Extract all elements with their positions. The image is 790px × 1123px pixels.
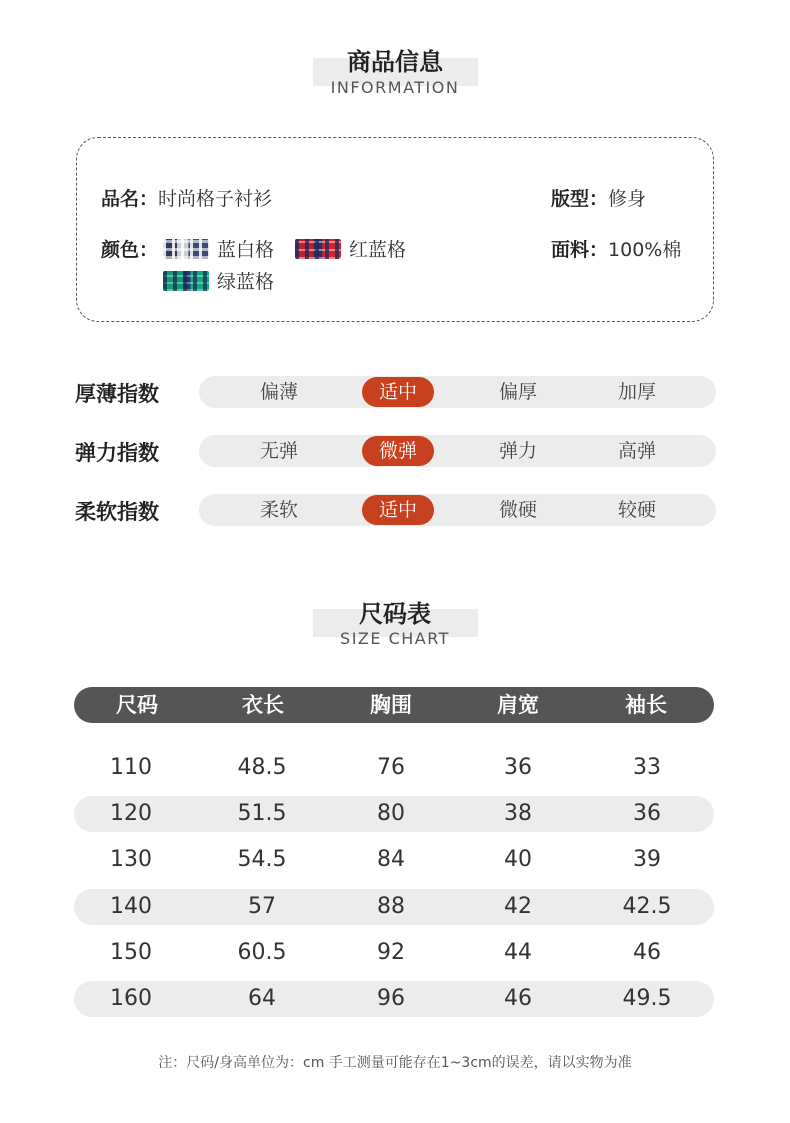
table-row (74, 935, 714, 971)
table-cell: 130 (110, 847, 152, 872)
fabric-row (551, 235, 681, 262)
column-header: 袖长 (625, 693, 667, 717)
table-cell: 36 (633, 801, 661, 826)
table-cell: 33 (633, 755, 661, 780)
table-cell: 84 (377, 847, 405, 872)
table-cell: 54.5 (237, 847, 287, 872)
table-cell: 49.5 (622, 986, 672, 1011)
column-header: 衣长 (242, 693, 284, 717)
index-option: 柔软 (259, 499, 298, 521)
section-title: 尺码表 (359, 600, 431, 628)
table-cell: 150 (110, 940, 152, 965)
index-label: 柔软指数 (75, 500, 159, 524)
section-subtitle: SIZE CHART (340, 629, 450, 648)
size-chart-header (0, 592, 790, 662)
table-row (74, 750, 714, 786)
table-cell: 46 (633, 940, 661, 965)
blue-white-plaid-swatch (163, 239, 209, 259)
index-label: 弹力指数 (75, 441, 159, 465)
table-cell: 64 (248, 986, 276, 1011)
index-option-selected: 适中 (362, 377, 434, 407)
index-option: 偏薄 (259, 381, 298, 403)
table-cell: 96 (377, 986, 405, 1011)
index-track (199, 494, 716, 526)
index-track (199, 435, 716, 467)
index-option: 微硬 (498, 499, 537, 521)
table-cell: 48.5 (237, 755, 287, 780)
table-cell: 60.5 (237, 940, 287, 965)
fit-row (551, 184, 646, 211)
fit-label: 版型： (551, 188, 609, 210)
table-cell: 39 (633, 847, 661, 872)
section-title: 商品信息 (347, 48, 443, 76)
table-cell: 38 (504, 801, 532, 826)
index-option: 高弹 (617, 440, 656, 462)
product-name-row (101, 184, 272, 211)
table-cell: 42 (504, 894, 532, 919)
color-option-label: 蓝白格 (217, 239, 275, 261)
index-option-selected: 适中 (362, 495, 434, 525)
color-label: 颜色： (101, 239, 159, 261)
table-cell: 88 (377, 894, 405, 919)
column-header: 尺码 (116, 693, 158, 717)
index-label: 厚薄指数 (75, 382, 159, 406)
product-info-box (76, 137, 714, 322)
color-option (295, 235, 406, 262)
table-row (74, 796, 714, 832)
table-cell: 51.5 (237, 801, 287, 826)
color-option (163, 235, 274, 262)
table-cell: 76 (377, 755, 405, 780)
index-track (199, 376, 716, 408)
column-header: 胸围 (370, 693, 412, 717)
color-option-label: 绿蓝格 (217, 271, 275, 293)
table-row (74, 842, 714, 878)
table-cell: 140 (110, 894, 152, 919)
table-cell: 80 (377, 801, 405, 826)
red-blue-plaid-swatch (295, 239, 341, 259)
product-info-header (0, 40, 790, 110)
index-option: 较硬 (617, 499, 656, 521)
table-cell: 120 (110, 801, 152, 826)
color-option (163, 267, 274, 294)
table-cell: 92 (377, 940, 405, 965)
size-table-header (74, 687, 714, 723)
table-cell: 110 (110, 755, 152, 780)
index-option-selected: 微弹 (362, 436, 434, 466)
fabric-value: 100%棉 (608, 239, 682, 261)
section-subtitle: INFORMATION (330, 78, 460, 97)
table-cell: 42.5 (622, 894, 672, 919)
table-cell: 46 (504, 986, 532, 1011)
index-option: 弹力 (498, 440, 537, 462)
table-cell: 44 (504, 940, 532, 965)
table-cell: 160 (110, 986, 152, 1011)
index-option: 加厚 (617, 381, 656, 403)
color-label-row (101, 235, 158, 262)
color-option-label: 红蓝格 (349, 239, 407, 261)
measurement-note: 注：尺码/身高单位为：cm 手工测量可能存在1~3cm的误差，请以实物为准 (158, 1055, 632, 1071)
green-blue-plaid-swatch (163, 271, 209, 291)
index-option: 偏厚 (498, 381, 537, 403)
table-row (74, 889, 714, 925)
index-option: 无弹 (259, 440, 298, 462)
product-name-value: 时尚格子衬衫 (158, 188, 273, 210)
fit-value: 修身 (608, 188, 647, 210)
fabric-label: 面料： (551, 239, 609, 261)
table-cell: 40 (504, 847, 532, 872)
table-row (74, 981, 714, 1017)
table-cell: 36 (504, 755, 532, 780)
column-header: 肩宽 (497, 693, 539, 717)
table-cell: 57 (248, 894, 276, 919)
product-name-label: 品名： (101, 188, 159, 210)
